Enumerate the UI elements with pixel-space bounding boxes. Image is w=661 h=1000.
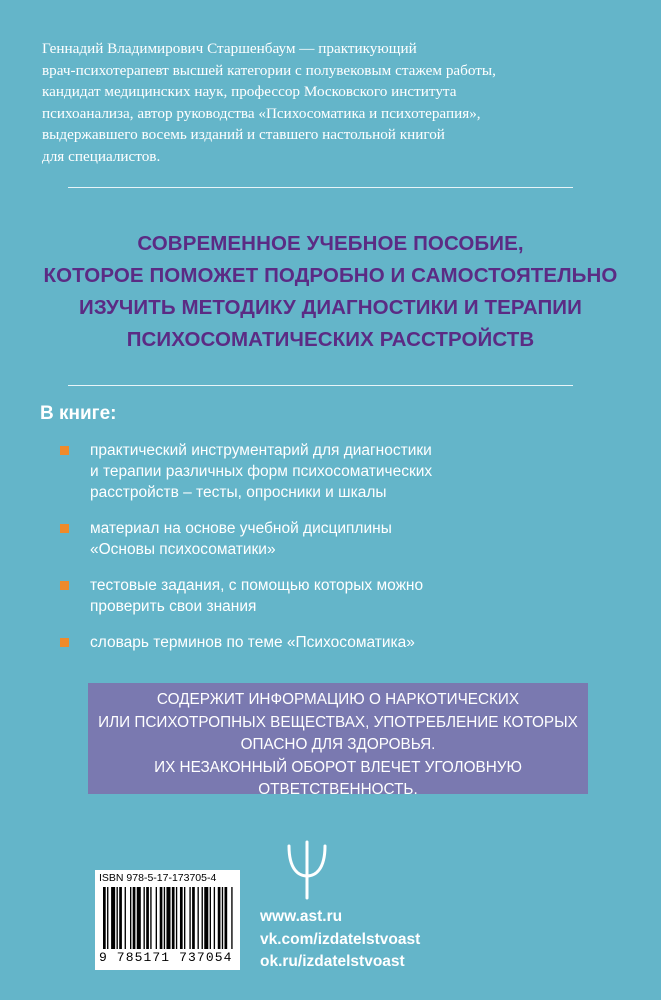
barcode-bar: [231, 887, 232, 949]
barcode-bar: [146, 887, 149, 949]
barcode-bar: [119, 887, 122, 949]
headline-line: СОВРЕМЕННОЕ УЧЕБНОЕ ПОСОБИЕ,: [137, 232, 524, 255]
list-item: тестовые задания, с помощью которых можно проверить свои знания: [58, 575, 618, 617]
square-bullet-icon: [60, 446, 69, 455]
barcode-bar: [202, 887, 203, 949]
barcode-bar: [214, 887, 215, 949]
barcode-bar: [111, 887, 115, 949]
author-bio-line: для специалистов.: [42, 147, 161, 165]
barcode-bar: [189, 887, 190, 949]
barcode-bar: [144, 887, 145, 949]
list-item: практический инструментарий для диагностики и терапии различных форм психосоматических расстройств – тесты, опросники и шкалы: [58, 440, 618, 503]
book-features-list: [58, 440, 618, 668]
psi-logo-icon: [284, 840, 330, 900]
author-bio-line: психоанализа, автор руководства «Психосоматика и психотерапия»,: [42, 104, 481, 122]
headline-line: ПСИХОСОМАТИЧЕСКИХ РАССТРОЙСТВ: [126, 328, 535, 351]
barcode-bar: [184, 887, 185, 949]
barcode-bar: [125, 887, 126, 949]
middle-divider: [68, 385, 573, 386]
barcode-bar: [225, 887, 228, 949]
barcode-bar: [166, 887, 170, 949]
vk-link[interactable]: vk.com/izdatelstvoast: [260, 930, 421, 948]
barcode-bar: [103, 887, 106, 949]
author-bio: [42, 38, 602, 167]
barcode-bar: [117, 887, 118, 949]
headline: [20, 228, 641, 356]
warning-box: [88, 683, 588, 798]
website-link[interactable]: www.ast.ru: [260, 908, 343, 925]
barcode-bar: [160, 887, 163, 949]
barcode-bar: [204, 887, 208, 949]
barcode-bar: [180, 887, 183, 949]
barcode-bar: [156, 887, 157, 949]
list-item: словарь терминов по теме «Психосоматика»: [58, 632, 618, 653]
square-bullet-icon: [60, 638, 69, 647]
section-title: В книге:: [40, 403, 117, 424]
barcode-bar: [192, 887, 195, 949]
top-divider: [68, 187, 573, 188]
barcode-bar: [107, 887, 108, 949]
barcode-digits: 9 785171 737054: [99, 950, 233, 965]
warning-line: СОДЕРЖИТ ИНФОРМАЦИЮ О НАРКОТИЧЕСКИХ: [156, 691, 520, 708]
author-bio-line: кандидат медицинских наук, профессор Московского института: [42, 83, 457, 100]
barcode-bar: [198, 887, 199, 949]
warning-line: ИЛИ ПСИХОТРОПНЫХ ВЕЩЕСТВАХ, УПОТРЕБЛЕНИЕ КОТОРЫХ: [98, 713, 578, 731]
isbn-text: ISBN 978-5-17-173705-4: [99, 872, 217, 884]
warning-line: ОПАСНО ДЛЯ ЗДОРОВЬЯ.: [240, 736, 436, 753]
author-bio-line: выдержавшего восемь изданий и ставшего настольной книгой: [42, 126, 445, 143]
square-bullet-icon: [60, 524, 69, 533]
barcode-bar: [218, 887, 221, 949]
barcode-bar: [210, 887, 211, 949]
list-item: материал на основе учебной дисциплины «Основы психосоматики»: [58, 518, 618, 560]
barcode-bar: [164, 887, 165, 949]
barcode-bar: [150, 887, 151, 949]
publisher-links: [260, 906, 420, 974]
barcode-bar: [137, 887, 141, 949]
square-bullet-icon: [60, 581, 69, 590]
warning-line: ИХ НЕЗАКОННЫЙ ОБОРОТ ВЛЕЧЕТ УГОЛОВНУЮ ОТВЕТСТВЕННОСТЬ.: [154, 758, 522, 798]
barcode-bar: [222, 887, 223, 949]
headline-line: КОТОРОЕ ПОМОЖЕТ ПОДРОБНО И САМОСТОЯТЕЛЬНО: [43, 264, 618, 287]
barcode-bar: [130, 887, 131, 949]
barcode-bar: [176, 887, 177, 949]
author-bio-line: врач-психотерапевт высшей категории с полувековым стажем работы,: [42, 61, 496, 79]
barcode: [95, 870, 240, 970]
barcode-bar: [172, 887, 175, 949]
barcode-bar: [133, 887, 136, 949]
ok-link[interactable]: ok.ru/izdatelstvoast: [260, 953, 405, 970]
author-bio-line: Геннадий Владимирович Старшенбаум — практикующий: [42, 40, 417, 57]
headline-line: ИЗУЧИТЬ МЕТОДИКУ ДИАГНОСТИКИ И ТЕРАПИИ: [79, 296, 582, 319]
